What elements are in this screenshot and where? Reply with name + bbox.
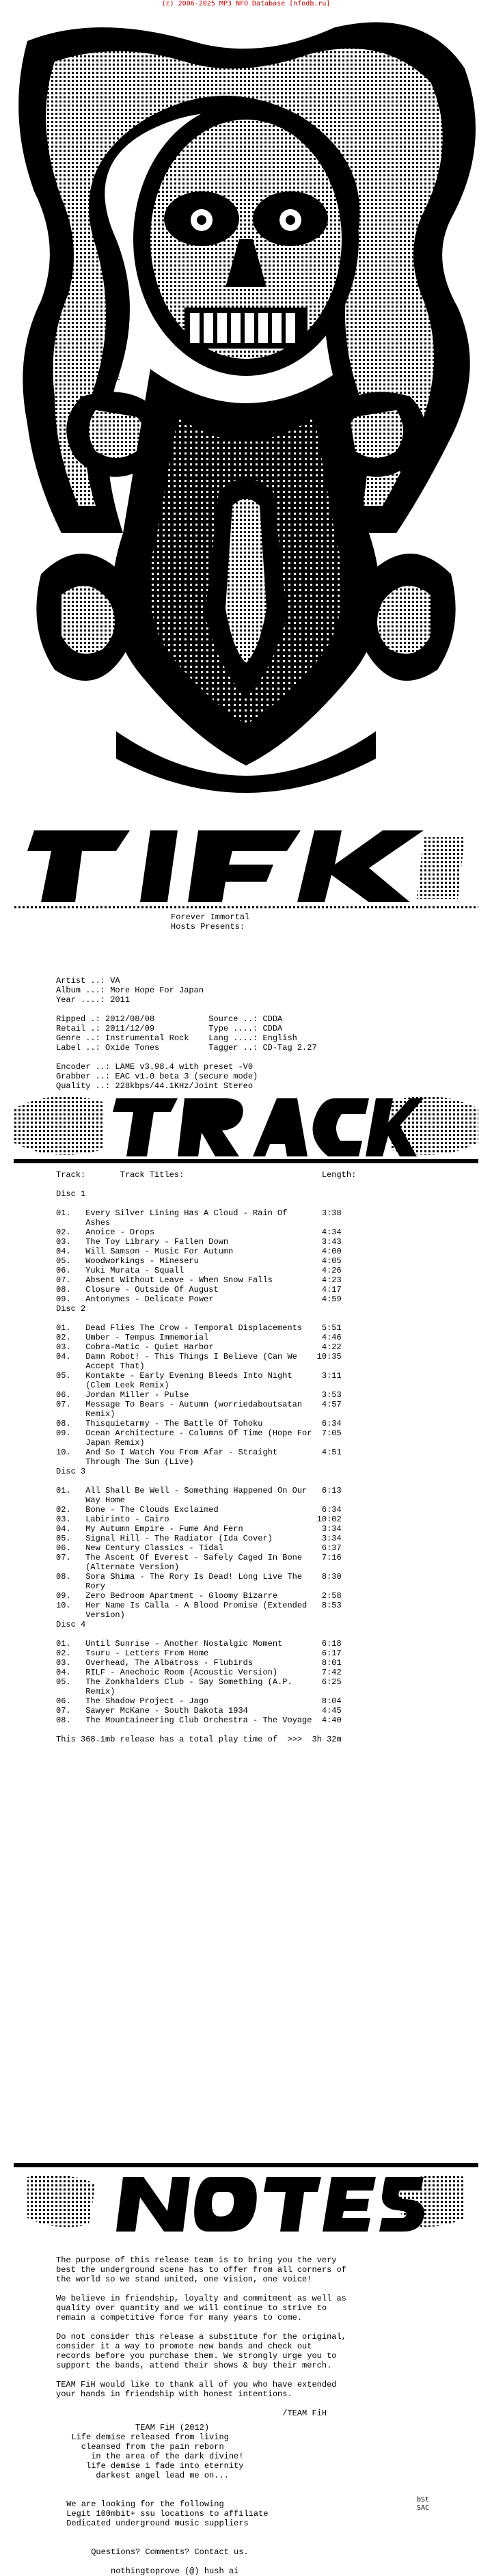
- release-info: Artist ..: VA Album ...: More Hope For Japan Year ....: 2011 Ripped .: 2012/08/08 Source ..: CDDA Retail .: 2011/12/09 Type ....: CDDA Genre ..: Instrumental Rock Lang ....: English Label ..: Oxide Tones Tagger ..: CD-Tag 2.27 Encoder ..: LAME v3.98.4 with preset -V0 Grabber ..: EAC v1.0 beta 3 (secure mode) Quality ..: 228kbps/44.1KHz/Joint Stereo: [56, 976, 317, 1091]
- title-logo-art: [14, 824, 478, 909]
- source-header[interactable]: (c) 2006-2025 MP3 NFO Database [nfodb.ru]: [161, 0, 331, 8]
- tracks-banner-svg: [14, 1088, 478, 1163]
- tracks-banner-art: [14, 1088, 478, 1163]
- artist-signature-top: bSt: [108, 375, 121, 382]
- release-notes: The purpose of this release team is to bring you the very best the underground scene has to offer from all corners of the world so we stand united, one vision, one voice! We believe in friendship, loyalty and commitment as well as quality over quantity and we will continue to strive to remain a competitive force for many years to come. Do not consider this release a substitute for the original, consider it a way to promote new bands and check out records before you purchase them. We strongly urge you to support the bands, attend their shows & buy their merch. TEAM FiH would like to thank all of you who have extended your hands in friendship with honest intentions. /TEAM FiH: [56, 2255, 346, 2418]
- skull-ascii-art: [14, 14, 478, 820]
- notes-banner-art: [14, 2163, 478, 2240]
- tracklist: Track: Track Titles: Length: Disc 1 01. Every Silver Lining Has A Cloud - Rain Of 3:38 Ashes 02. Anoice - Drops 4:34 03. The Toy Library - Fallen Down 3:43 04. Will Samson - Music For Autumn 4:00 05. Woodworkings - Mineseru 4:05 06. Yuki Murata - Squall 4:26 07. Absent Without Leave - When Snow Falls 4:23 08. Closure - Outside Of August 4:17 09. Antonymes - Delicate Power 4:59 Disc 2 01. Dead Flies The Crow - Temporal Displacements 5:51 02. Umber - Tempus Immemorial 4:46 03. Cobra-Matic - Quiet Harbor 4:22 04. Damn Robot! - This Things I Believe (Can We 10:35 Accept That) 05. Kontakte - Early Evening Bleeds Into Night 3:11 (Clem Leek Remix) 06. Jordan Miller - Pulse 3:53 07. Message To Bears - Autumn (worriedaboutsatan 4:57 Remix) 08. Thisquietarmy - The Battle Of Tohoku 6:34 09. Ocean Architecture - Columns Of Time (Hope For 7:05 Japan Remix) 10. And So I Watch You From Afar - Straight 4:51 Through The Sun (Live) Disc 3 01. All Shall Be Well - Something Happened On Our 6:13 Way Home 02. Bone - The Clouds Exclaimed 6:34 03. Labirinto - Cairo 10:02 04. My Autumn Empire - Fume And Fern 3:34 05. Signal Hill - The Radiator (Ida Cover) 3:34 06. New Century Classics - Tidal 6:37 07. The Ascent Of Everest - Safely Caged In Bone 7:16 (Alternate Version) 08. Sora Shima - The Rory Is Dead! Long Live The 8:30 Rory 09. Zero Bedroom Apartment - Gloomy Bizarre 2:58 10. Her Name Is Calla - A Blood Promise (Extended 8:53 Version) Disc 4 01. Until Sunrise - Another Nostalgic Moment 6:18 02. Tsuru - Letters From Home 6:17 03. Overhead, The Albatross - Flubirds 8:01 04. RILF - Anechoic Room (Acoustic Version) 7:42 05. The Zonkhalders Club - Say Something (A.P. 6:25 Remix) 06. The Shadow Project - Jago 8:04 07. Sawyer McKane - South Dakota 1934 4:45 08. The Mountaineering Club Orchestra - The Voyage 4:40 This 368.1mb release has a total play time of >>> 3h 32m: [56, 1170, 357, 1744]
- footer-text: TEAM FiH (2012) Life demise released from living cleansed from the pain reborn in the area of the dark divine! life demise i fade into eternity darkest angel lead me on... We are looking for the following Legit 100mbit+ ssu locations to affiliate Dedicated underground music suppliers Questions? Comments? Contact us. nothingtoprove (@) hush ai: [66, 2423, 269, 2576]
- artist-signature-bottom: bSt SAC: [417, 2496, 430, 2512]
- intro-text: Forever Immortal Hosts Presents:: [171, 912, 250, 932]
- notes-banner-svg: [14, 2163, 478, 2240]
- skull-art-svg: [14, 14, 478, 820]
- title-logo-svg: [14, 824, 478, 909]
